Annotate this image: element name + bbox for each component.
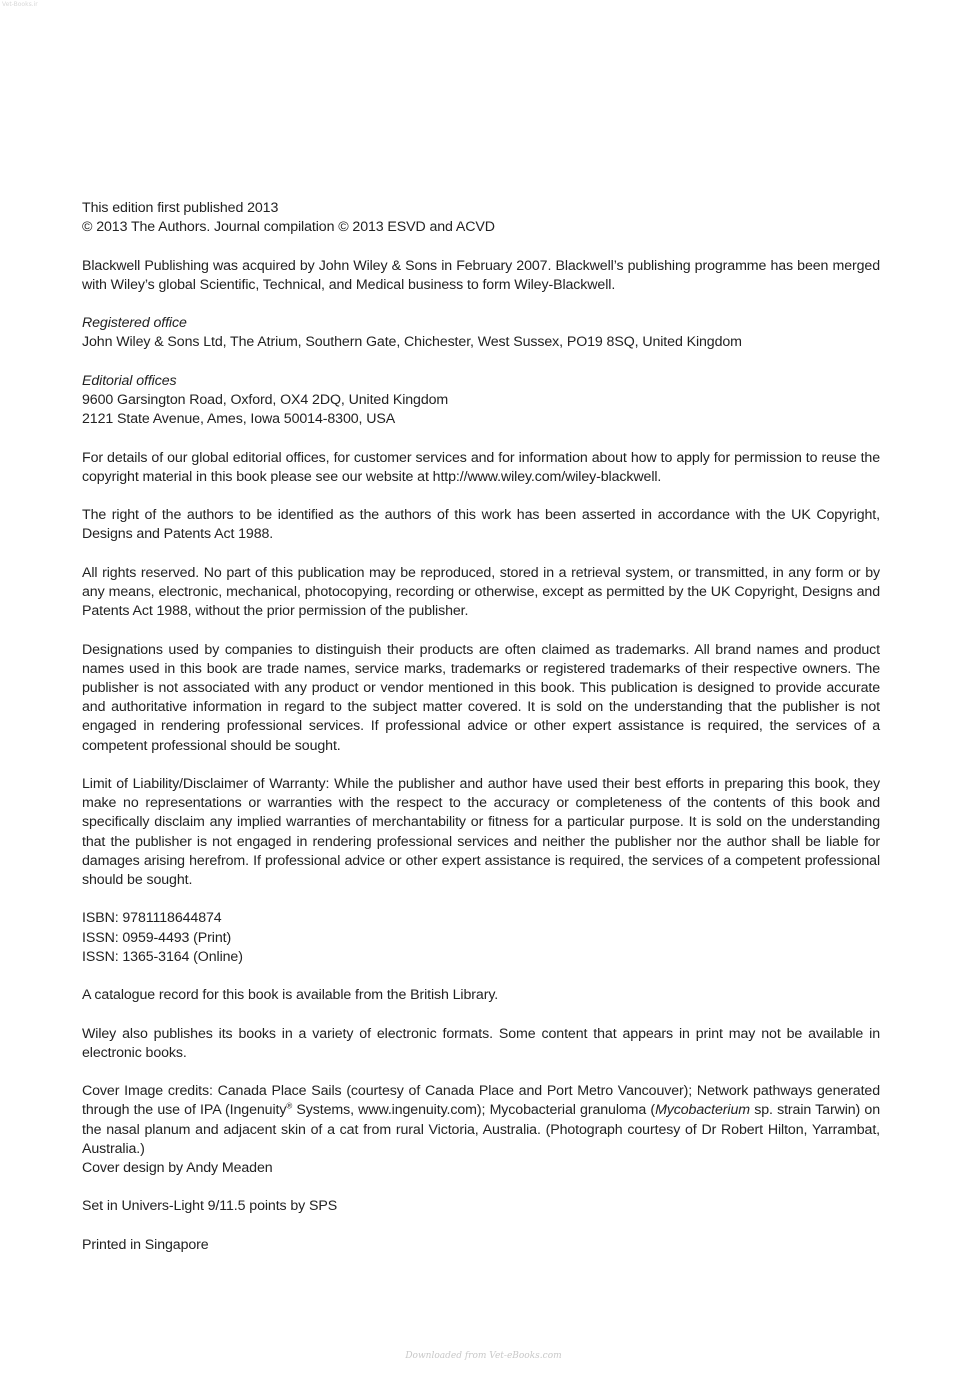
copyright-line: © 2013 The Authors. Journal compilation © 2013 ESVD and ACVD bbox=[82, 219, 495, 236]
all-rights-paragraph: All rights reserved. No part of this publication may be reproduced, stored in a retrieval system, or transmitted, in any form or by any means, electronic, mechanical, photocopying, recording or otherwise, except as permitted by the UK Copyright, Designs and Patents Act 1988, without the prior permission of the publisher. bbox=[82, 564, 880, 620]
cover-credits-part3: sp. strain Tarwin) on the nasal planum and adjacent skin of a cat from rural Victoria, Australia. (Photograph courtesy of Dr Robert Hilton, Yarrambat, Australia.) bbox=[82, 1102, 881, 1157]
details-paragraph: For details of our global editorial offices, for customer services and for information about how to apply for permission to reuse the copyright material in this book please see our website at http://www.wiley.com/wiley-blackwell. bbox=[82, 449, 880, 485]
registered-office-block bbox=[82, 314, 880, 352]
editorial-office-oxford: 9600 Garsington Road, Oxford, OX4 2DQ, United Kingdom bbox=[82, 391, 449, 408]
issn-online-line: ISSN: 1365-3164 (Online) bbox=[82, 948, 243, 965]
catalogue-paragraph: A catalogue record for this book is available from the British Library. bbox=[82, 987, 499, 1004]
cover-credits-part2: Systems, www.ingenuity.com); Mycobacterial granuloma ( bbox=[292, 1102, 656, 1119]
limit-of-liability-paragraph: Limit of Liability/Disclaimer of Warranty: While the publisher and author have used their best efforts in preparing this book, they make no representations or warranties with the respect to the accuracy or completeness of the contents of this book and specifically disclaim any implied warranties of merchantability or fitness for a particular purpose. It is sold on the understanding that the publisher is not engaged in rendering professional services and neither the publisher nor the author shall be liable for damages arising herefrom. If professional advice or other expert assistance is required, the services of a competent professional should be sought. bbox=[82, 775, 880, 888]
species-name: Mycobacterium bbox=[655, 1102, 750, 1119]
editorial-offices-heading: Editorial offices bbox=[82, 372, 177, 389]
designations-paragraph: Designations used by companies to distinguish their products are often claimed as trademarks. All brand names and product names used in this book are trade names, service marks, trademarks or registered trademarks of their respective owners. The publisher is not associated with any product or vendor mentioned in this book. This publication is designed to provide accurate and authoritative information in regard to the subject matter covered. It is sold on the understanding that the publisher is not engaged in rendering professional services. If professional advice or other expert assistance is required, the services of a competent professional should be sought. bbox=[82, 641, 880, 754]
electronic-formats-paragraph: Wiley also publishes its books in a variety of electronic formats. Some content that appears in print may not be available in electronic books. bbox=[82, 1025, 880, 1061]
cover-credits-block bbox=[82, 1082, 880, 1178]
editorial-office-ames: 2121 State Avenue, Ames, Iowa 50014-8300, USA bbox=[82, 411, 396, 428]
cover-credits-part1: Cover Image credits: Canada Place Sails (courtesy of Canada Place and Port Metro Vancouver); Network pathways generated through the use of IPA (Ingenuity bbox=[82, 1083, 880, 1119]
printed-line: Printed in Singapore bbox=[82, 1236, 209, 1253]
identifiers-block bbox=[82, 909, 880, 967]
rights-asserted-paragraph: The right of the authors to be identified as the authors of this work has been asserted in accordance with the UK Copyright, Designs and Patents Act 1988. bbox=[82, 507, 880, 543]
isbn-line: ISBN: 9781118644874 bbox=[82, 910, 222, 927]
copyright-page bbox=[82, 199, 880, 1274]
registered-office-heading: Registered office bbox=[82, 315, 187, 332]
cover-credits-text bbox=[82, 1082, 880, 1159]
registered-mark: ® bbox=[286, 1101, 293, 1111]
registered-office-address: John Wiley & Sons Ltd, The Atrium, Southern Gate, Chichester, West Sussex, PO19 8SQ, United Kingdom bbox=[82, 334, 742, 351]
edition-block bbox=[82, 199, 880, 237]
watermark-bottom: Downloaded from Vet-eBooks.com bbox=[405, 1351, 562, 1361]
typeset-line: Set in Univers-Light 9/11.5 points by SPS bbox=[82, 1198, 338, 1215]
editorial-offices-block bbox=[82, 372, 880, 430]
acquisition-paragraph: Blackwell Publishing was acquired by John Wiley & Sons in February 2007. Blackwell’s publishing programme has been merged with Wiley’s global Scientific, Technical, and Medical business to form Wiley-Blackwell. bbox=[82, 257, 880, 293]
cover-design-line: Cover design by Andy Meaden bbox=[82, 1159, 273, 1176]
issn-print-line: ISSN: 0959-4493 (Print) bbox=[82, 929, 232, 946]
edition-line: This edition first published 2013 bbox=[82, 200, 279, 216]
watermark-top-left: Vet-Books.ir bbox=[2, 1, 38, 8]
